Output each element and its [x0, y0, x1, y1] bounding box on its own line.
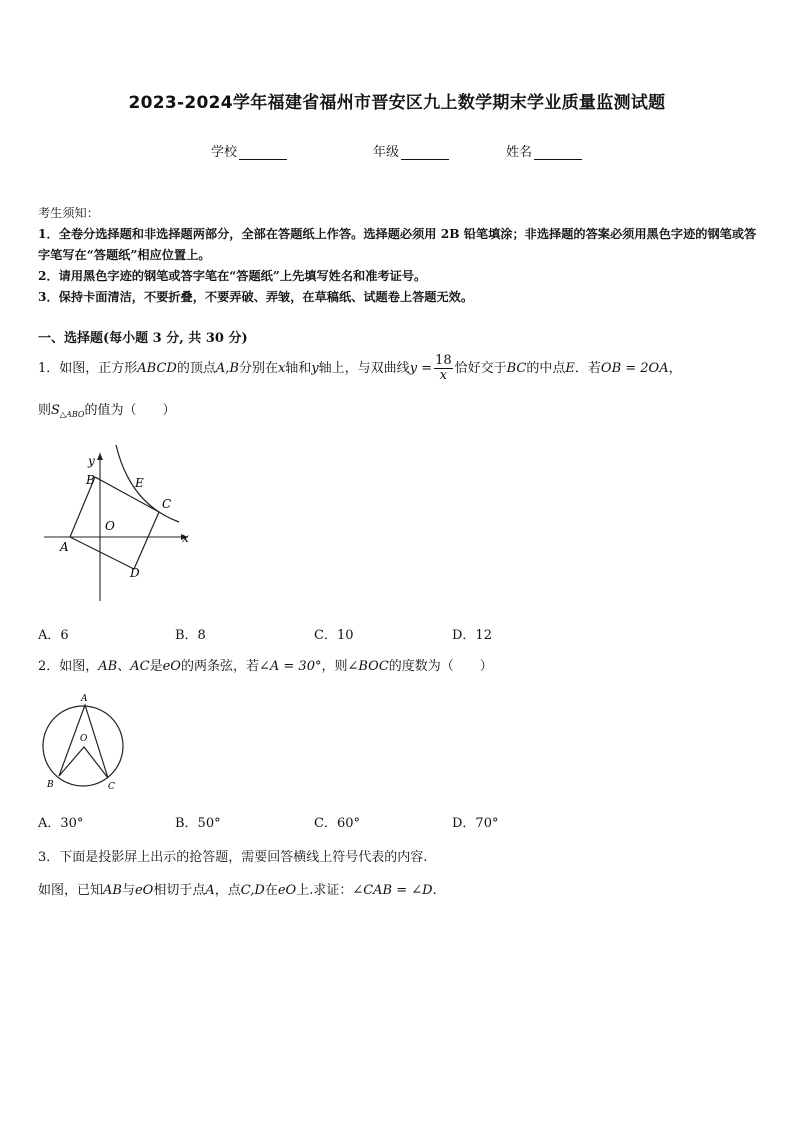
name-field: [506, 141, 582, 160]
school-label: 学校: [211, 145, 238, 160]
text-segment: .: [432, 883, 437, 898]
page-title: 2023-2024学年福建省福州市晋安区九上数学期末学业质量监测试题: [128, 93, 666, 113]
option-c[interactable]: C．10: [314, 628, 354, 643]
math-symbol: x: [277, 361, 286, 376]
option-b[interactable]: B．8: [175, 628, 206, 643]
math-symbol: AB: [98, 659, 118, 674]
text-segment: 在: [264, 883, 278, 898]
math-symbol: S: [51, 403, 60, 418]
math-symbol: y: [311, 361, 319, 376]
text-segment: 如图，已知: [38, 883, 104, 898]
question-1-figure: [38, 441, 208, 610]
question-2-figure: [40, 690, 132, 800]
option-c[interactable]: C．60°: [314, 816, 360, 831]
option-d[interactable]: D．70°: [452, 816, 499, 831]
math-symbol: ∠CAB = ∠D: [352, 883, 433, 898]
text-segment: 与: [121, 883, 135, 898]
label-c: C: [108, 782, 115, 792]
label-c: C: [162, 497, 172, 511]
student-info-row: [0, 141, 794, 161]
option-a[interactable]: A．6: [38, 628, 69, 643]
label-d: D: [130, 566, 140, 580]
notice-item: 2．请用黑色字迹的钢笔或答字笔在“答题纸”上先填写姓名和准考证号。: [38, 269, 427, 283]
math-symbol: ABCD: [137, 361, 177, 376]
question-1-options: [38, 624, 598, 642]
text-segment: 的两条弦，若: [180, 659, 259, 674]
notice-item: 1．全卷分选择题和非选择题两部分，全部在答题纸上作答。选择题必须用 2B 铅笔填涂；非选择题的答案必须用黑色字迹的钢笔或答字笔写在“答题纸”相应位置上。: [38, 227, 757, 262]
notice-heading: 考生须知：: [38, 206, 99, 220]
grade-field: [373, 141, 449, 160]
math-symbol: AC: [130, 659, 150, 674]
label-y: y: [88, 454, 95, 468]
fraction-denominator: x: [439, 368, 447, 383]
option-b[interactable]: B．50°: [175, 816, 221, 831]
section-heading: 一、选择题(每小题 3 分, 共 30 分): [38, 331, 248, 346]
text-segment: 的值为（ ）: [84, 403, 176, 418]
label-a: A: [60, 540, 69, 554]
label-o: O: [105, 519, 115, 533]
text-segment: ，则: [321, 659, 348, 674]
text-segment: 、: [117, 659, 131, 674]
text-segment: 上.求证：: [296, 883, 353, 898]
text-segment: 则: [38, 403, 52, 418]
text-segment: 2．如图，: [38, 659, 99, 674]
label-b: B: [86, 473, 95, 487]
fraction: [434, 354, 453, 383]
math-symbol: A: [205, 883, 215, 898]
question-1-stem-cont: [38, 399, 175, 419]
text-segment: 相切于点: [153, 883, 206, 898]
y-axis-arrow: [97, 453, 103, 460]
math-symbol: eO: [134, 883, 154, 898]
text-segment: ，: [668, 361, 682, 376]
math-symbol: A,B: [215, 361, 239, 376]
math-symbol: AB: [103, 883, 122, 898]
question-2-stem: [38, 655, 493, 674]
notice-item: 3．保持卡面清洁，不要折叠，不要弄破、弄皱，在草稿纸、试题卷上答题无效。: [38, 290, 474, 304]
exam-notice: [38, 203, 760, 308]
question-3-given: [38, 879, 437, 898]
math-symbol: OB = 2OA: [600, 361, 669, 376]
text-segment: 轴和: [285, 361, 312, 376]
math-symbol: ∠BOC: [347, 659, 389, 674]
grade-label: 年级: [373, 145, 400, 160]
text-segment: ，点: [214, 883, 241, 898]
math-symbol: eO: [277, 883, 297, 898]
label-o: O: [80, 734, 88, 744]
text-segment: 的度数为（ ）: [388, 659, 493, 674]
math-symbol: y =: [409, 361, 433, 376]
math-symbol: eO: [162, 659, 181, 674]
fraction-numerator: 18: [435, 353, 452, 368]
name-blank: [534, 145, 582, 160]
square-hyperbola-diagram: [38, 441, 208, 606]
text-segment: 的中点: [526, 361, 566, 376]
text-segment: 1．如图，正方形: [38, 361, 138, 376]
name-label: 姓名: [506, 145, 533, 160]
school-blank: [239, 145, 287, 160]
math-symbol: C,D: [240, 883, 265, 898]
text-segment: 是: [149, 659, 163, 674]
text-segment: ．若: [574, 361, 601, 376]
label-x: x: [182, 531, 189, 545]
circle-o: [43, 706, 123, 786]
question-1-stem: [38, 354, 682, 383]
option-d[interactable]: D．12: [452, 628, 492, 643]
label-a: A: [81, 694, 88, 704]
label-b: B: [47, 780, 54, 790]
text-segment: 的顶点: [176, 361, 216, 376]
text-segment: 恰好交于: [454, 361, 507, 376]
label-e: E: [135, 476, 144, 490]
text-segment: 轴上，与双曲线: [318, 361, 410, 376]
math-symbol: ∠A = 30°: [258, 659, 322, 674]
question-2-options: [38, 812, 598, 830]
math-subscript: △ABO: [59, 410, 85, 419]
option-a[interactable]: A．30°: [38, 816, 84, 831]
math-symbol: E: [565, 361, 575, 376]
math-symbol: BC: [506, 361, 527, 376]
circle-chords-diagram: [40, 690, 132, 796]
question-3-stem: 3．下面是投影屏上出示的抢答题，需要回答横线上符号代表的内容.: [38, 850, 428, 865]
grade-blank: [401, 145, 449, 160]
text-segment: 分别在: [238, 361, 278, 376]
school-field: [211, 141, 287, 160]
radii-ob-oc: [59, 747, 108, 778]
